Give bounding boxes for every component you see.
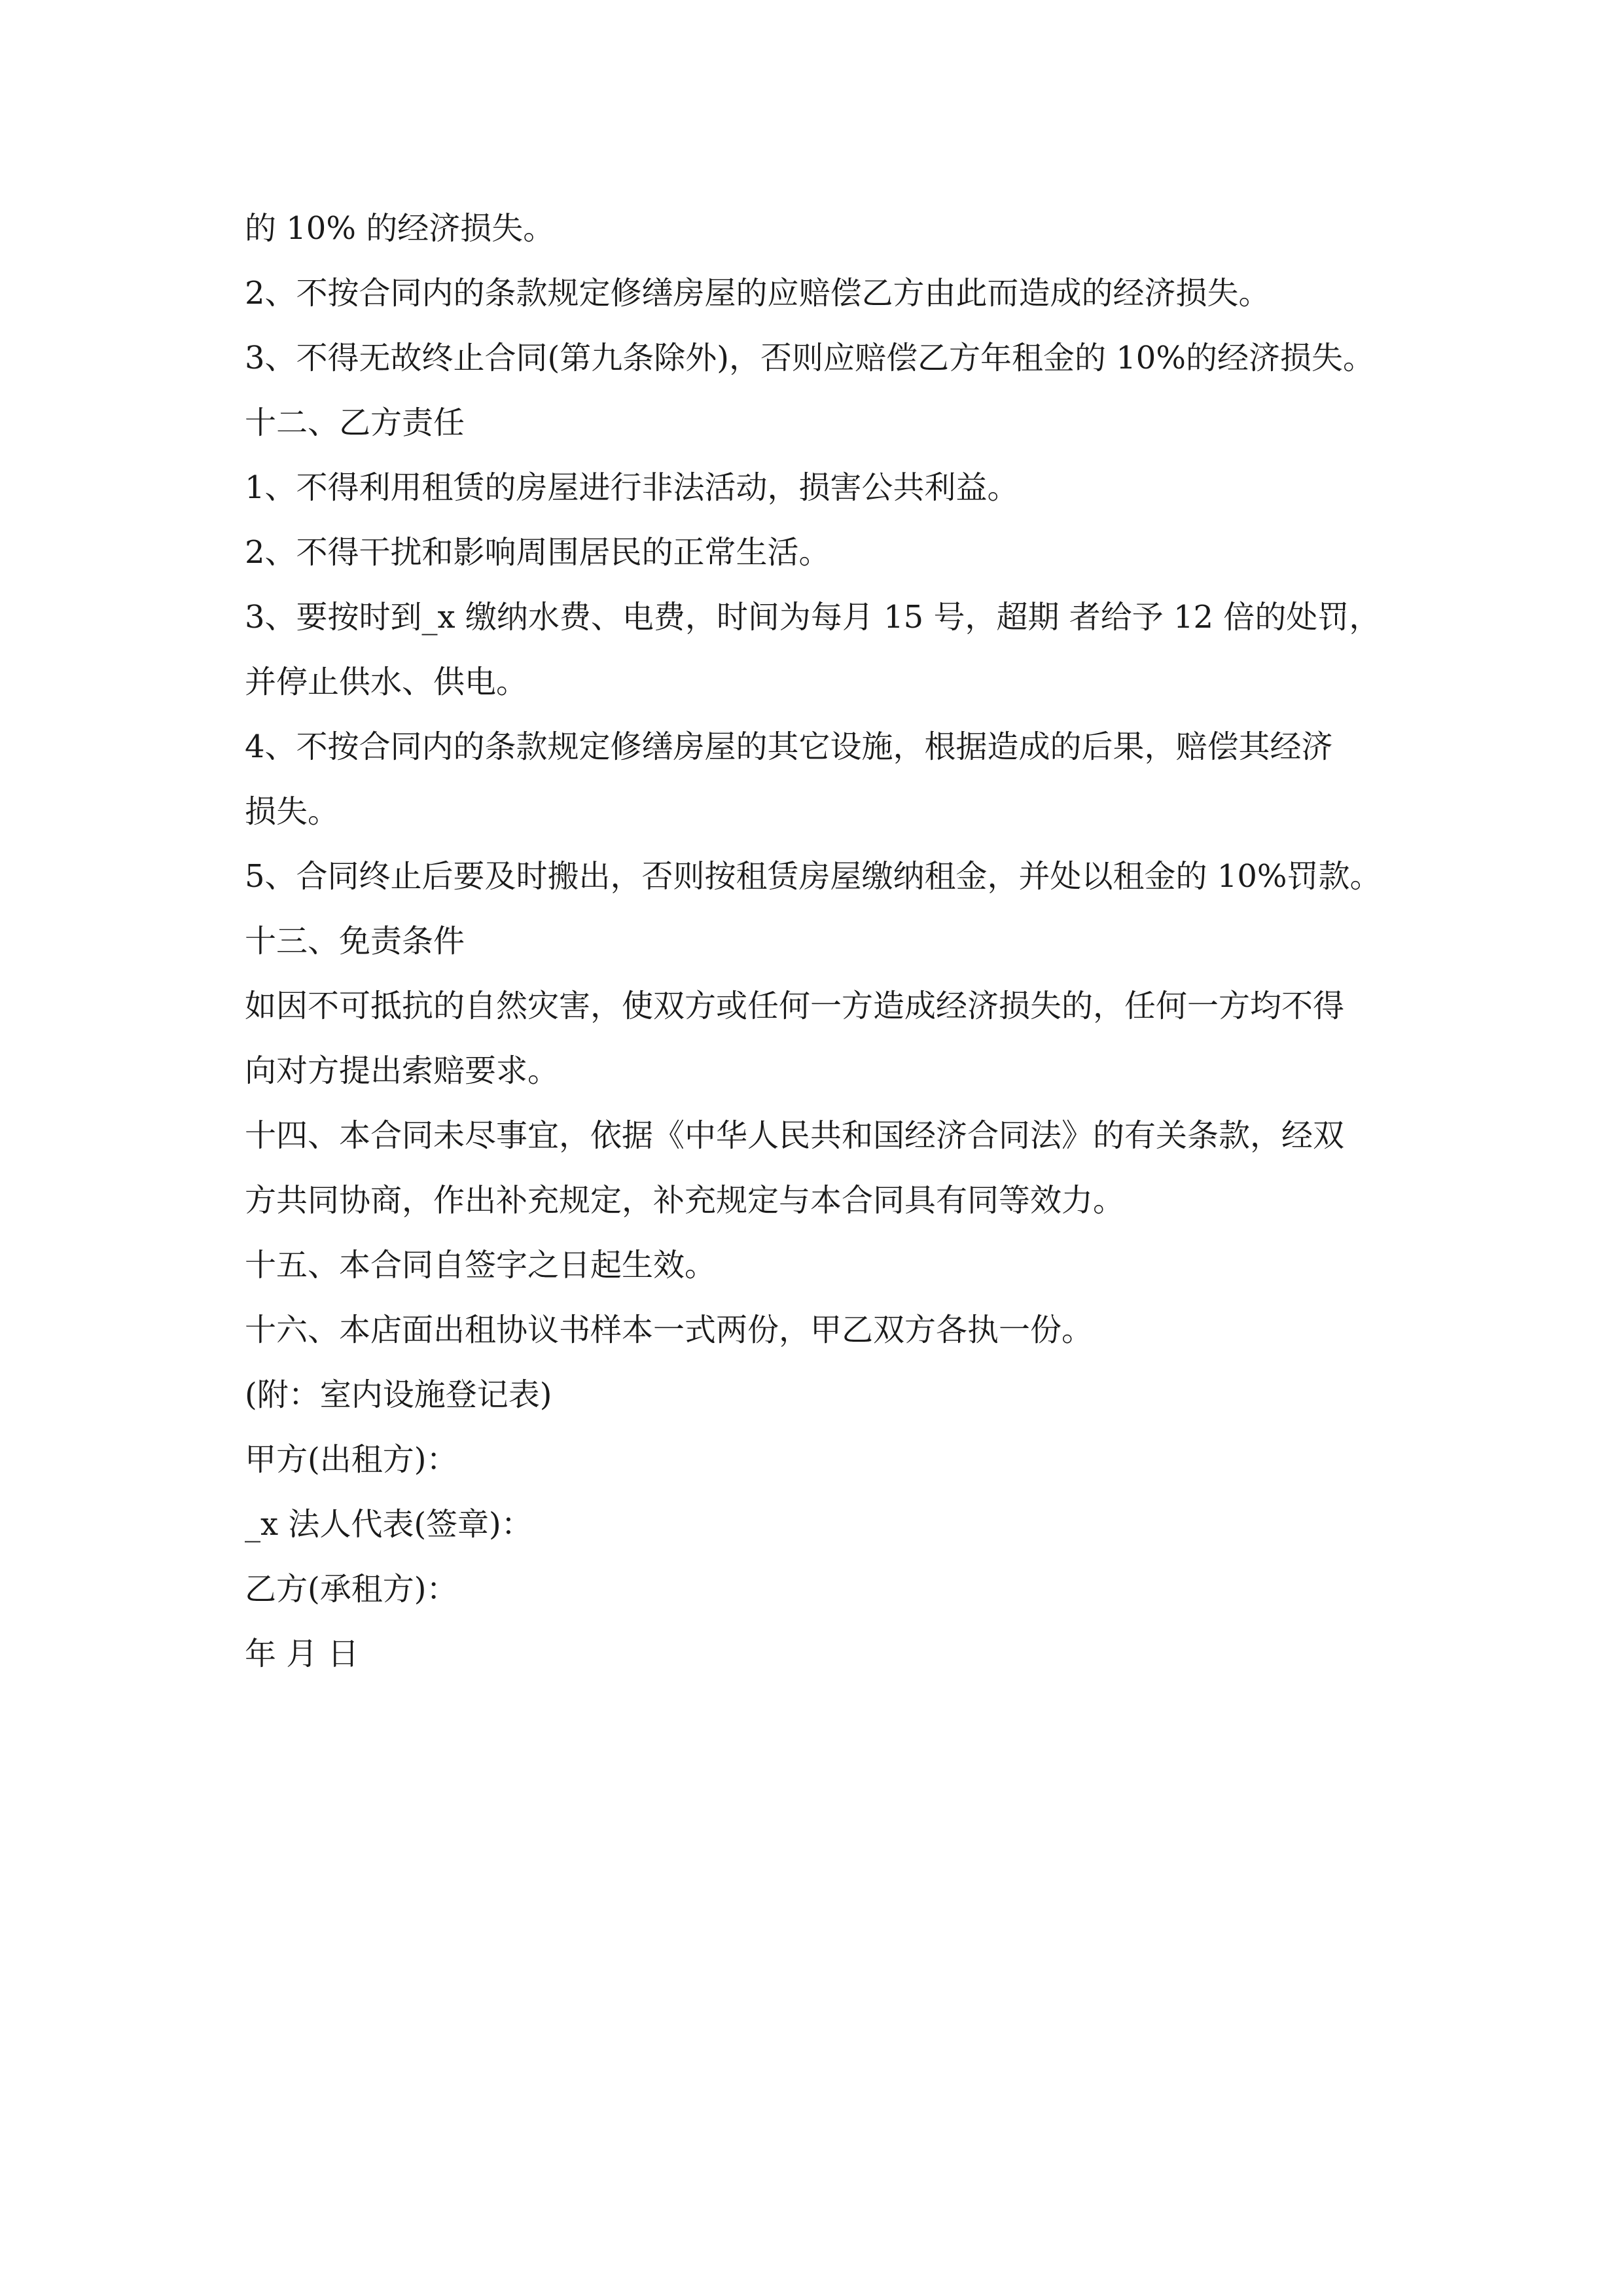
text-line: 3、要按时到_x 缴纳水费、电费，时间为每月 15 号，超期 者给予 12 倍的处罚， bbox=[245, 599, 1381, 636]
section-heading: 十三、免责条件 bbox=[245, 923, 465, 960]
party-a-label: 甲方(出租方)： bbox=[245, 1441, 458, 1478]
text-line: 4、不按合同内的条款规定修缮房屋的其它设施，根据造成的后果，赔偿其经济 bbox=[245, 728, 1333, 765]
text-line: 的 10% 的经济损失。 bbox=[245, 210, 555, 247]
text-line: 方共同协商，作出补充规定，补充规定与本合同具有同等效力。 bbox=[245, 1182, 1125, 1219]
text-line: 如因不可抵抗的自然灾害，使双方或任何一方造成经济损失的，任何一方均不得 bbox=[245, 988, 1345, 1024]
text-line: 损失。 bbox=[245, 793, 340, 830]
text-line: 十五、本合同自签字之日起生效。 bbox=[245, 1247, 717, 1283]
text-line: 3、不得无故终止合同(第九条除外)，否则应赔偿乙方年租金的 10%的经济损失。 bbox=[245, 340, 1374, 376]
section-heading: 十二、乙方责任 bbox=[245, 404, 465, 441]
text-line: 2、不按合同内的条款规定修缮房屋的应赔偿乙方由此而造成的经济损失。 bbox=[245, 275, 1270, 312]
contract-text bbox=[245, 196, 1397, 1687]
text-line: 并停止供水、供电。 bbox=[245, 664, 528, 700]
text-line: 十四、本合同未尽事宜，依据《中华人民共和国经济合同法》的有关条款，经双 bbox=[245, 1117, 1345, 1154]
party-b-label: 乙方(承租方)： bbox=[245, 1571, 458, 1607]
text-line: 向对方提出索赔要求。 bbox=[245, 1052, 560, 1089]
text-line: 5、合同终止后要及时搬出，否则按租赁房屋缴纳租金，并处以租金的 10%罚款。 bbox=[245, 858, 1382, 895]
text-line: 1、不得利用租赁的房屋进行非法活动，损害公共利益。 bbox=[245, 469, 1019, 506]
text-line: 2、不得干扰和影响周围居民的正常生活。 bbox=[245, 534, 830, 571]
text-line: 十六、本店面出租协议书样本一式两份，甲乙双方各执一份。 bbox=[245, 1312, 1094, 1348]
date-line: 年 月 日 bbox=[245, 1636, 359, 1672]
attachment-note: (附：室内设施登记表) bbox=[245, 1376, 552, 1413]
legal-rep-label: _x 法人代表(签章)： bbox=[245, 1506, 533, 1543]
